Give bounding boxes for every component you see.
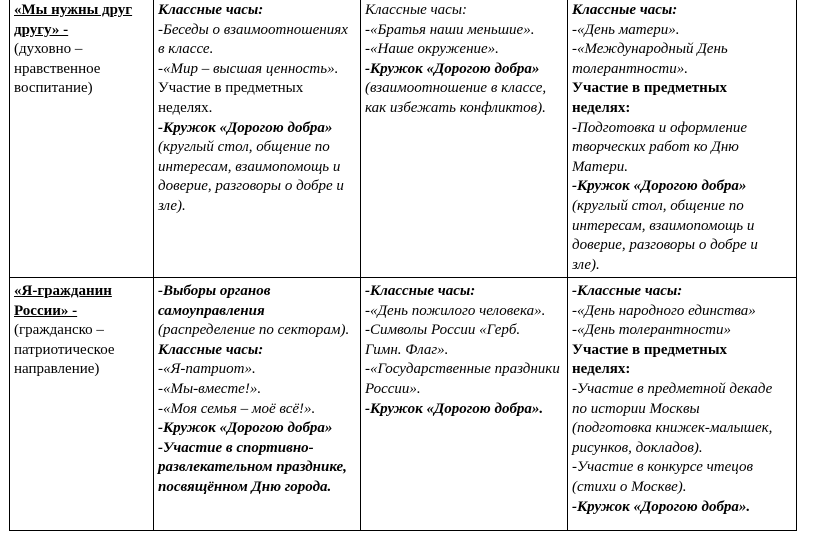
activities-cell <box>154 278 361 531</box>
cell-line: -Выборы органов <box>158 283 271 299</box>
cell-line: (стихи о Москве). <box>572 478 687 495</box>
cell-line: самоуправления <box>158 302 265 319</box>
cell-line: -«День матери». <box>572 21 680 38</box>
cell-line: творческих работ ко Дню <box>572 139 739 156</box>
activities-cell <box>361 278 568 531</box>
cell-line: -«Мир – высшая ценность». <box>158 60 339 77</box>
cell-line: неделях: <box>572 99 631 116</box>
cell-line: толерантности». <box>572 60 688 77</box>
direction-title: другу» - <box>14 21 69 38</box>
cell-line: -Классные часы: <box>572 283 683 299</box>
cell-line: -Участие в конкурсе чтецов <box>572 459 753 476</box>
table-row <box>10 0 797 278</box>
cell-line: (взаимоотношение в классе, <box>365 80 547 97</box>
cell-line: неделях: <box>572 361 631 378</box>
cell-line: (распределение по секторам). <box>158 322 350 339</box>
cell-line: -Кружок «Дорогою добра». <box>572 498 751 515</box>
table-row <box>10 278 797 531</box>
direction-subtitle: (духовно – <box>14 41 83 58</box>
cell-line: доверие, разговоры о добре и <box>572 237 758 254</box>
direction-subtitle: патриотическое <box>14 341 115 358</box>
direction-subtitle: воспитание) <box>14 80 93 97</box>
cell-line: Участие в предметных <box>158 80 304 97</box>
cell-line: -Классные часы: <box>365 283 476 299</box>
direction-title: России» - <box>14 302 78 319</box>
cell-line: Участие в предметных <box>572 80 728 97</box>
cell-line: доверие, разговоры о добре и <box>158 178 344 195</box>
cell-line: -Символы России «Герб. <box>365 322 521 339</box>
cell-line: (круглый стол, общение по <box>158 139 330 156</box>
cell-line: в классе. <box>158 41 214 58</box>
direction-title: «Я-гражданин <box>14 283 112 299</box>
cell-line: интересам, взаимопомощь и <box>572 217 755 234</box>
plan-table <box>9 0 797 531</box>
activities-cell <box>361 0 568 278</box>
direction-subtitle: направление) <box>14 361 100 378</box>
cell-line: Гимн. Флаг». <box>365 341 449 358</box>
cell-line: неделях. <box>158 99 213 116</box>
cell-line: Матери. <box>572 158 629 175</box>
activities-cell <box>154 0 361 278</box>
cell-line: как избежать конфликтов). <box>365 99 546 116</box>
cell-line: Классные часы: <box>158 2 264 18</box>
direction-title: «Мы нужны друг <box>14 2 133 18</box>
cell-line: -Беседы о взаимоотношениях <box>158 21 348 38</box>
cell-line: -«Я-патриот». <box>158 361 256 378</box>
cell-line: зле). <box>158 197 186 214</box>
cell-line: -Кружок «Дорогою добра» <box>572 178 747 195</box>
direction-cell <box>10 278 154 531</box>
cell-line: -«День пожилого человека». <box>365 302 546 319</box>
activities-cell <box>568 278 797 531</box>
direction-cell <box>10 0 154 278</box>
cell-line: -Участие в предметной декаде <box>572 380 773 397</box>
cell-line: -«Государственные праздники <box>365 361 560 378</box>
cell-line: -Подготовка и оформление <box>572 119 748 136</box>
cell-line: Классные часы: <box>365 2 467 18</box>
cell-line: -Кружок «Дорогою добра» <box>365 60 540 77</box>
cell-line: -«День народного единства» <box>572 302 756 319</box>
cell-line: (подготовка книжек-малышек, <box>572 420 773 437</box>
cell-line: рисунков, докладов). <box>572 439 703 456</box>
cell-line: зле). <box>572 256 600 273</box>
cell-line: развлекательном празднике, <box>158 459 347 476</box>
cell-line: -«Моя семья – моё всё!». <box>158 400 316 417</box>
cell-line: -«Братья наши меньшие». <box>365 21 535 38</box>
cell-line: Классные часы: <box>572 2 678 18</box>
cell-line: -Кружок «Дорогою добра». <box>365 400 544 417</box>
activities-cell <box>568 0 797 278</box>
cell-line: -Кружок «Дорогою добра» <box>158 119 333 136</box>
cell-line: -«Наше окружение». <box>365 41 499 58</box>
cell-line: -«Международный День <box>572 41 728 58</box>
cell-line: интересам, взаимопомощь и <box>158 158 341 175</box>
cell-line: посвящённом Дню города. <box>158 478 332 495</box>
direction-subtitle: (гражданско – <box>14 322 104 339</box>
direction-subtitle: нравственное <box>14 60 101 77</box>
cell-line: (круглый стол, общение по <box>572 197 744 214</box>
cell-line: по истории Москвы <box>572 400 700 417</box>
cell-line: Классные часы: <box>158 341 264 358</box>
cell-line: Участие в предметных <box>572 341 728 358</box>
cell-line: -«День толерантности» <box>572 322 731 339</box>
cell-line: -Участие в спортивно- <box>158 439 314 456</box>
cell-line: -Кружок «Дорогою добра» <box>158 420 333 437</box>
cell-line: -«Мы-вместе!». <box>158 380 262 397</box>
cell-line: России». <box>365 380 421 397</box>
